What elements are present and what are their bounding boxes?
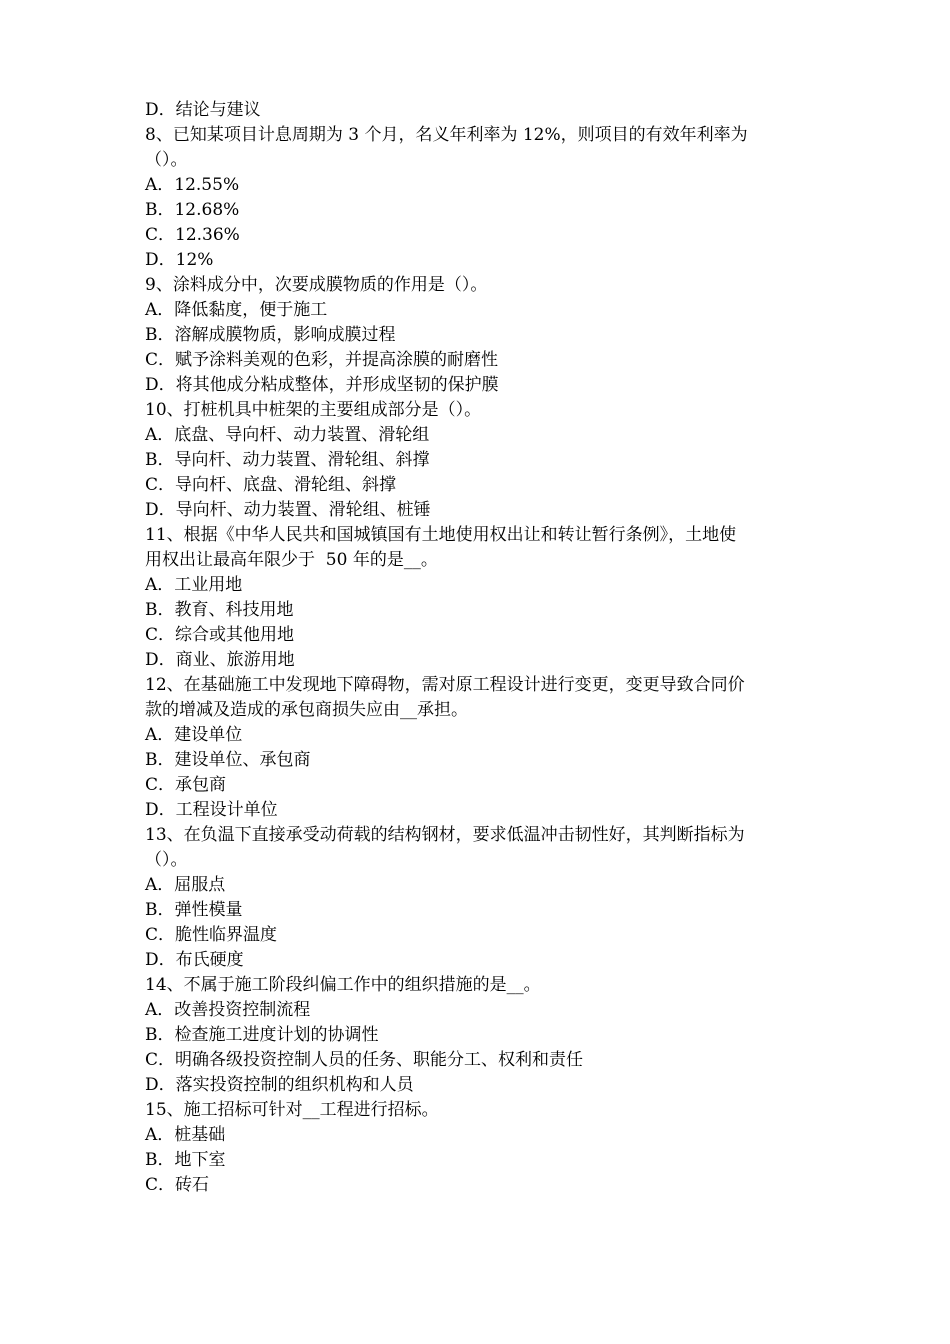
question-11-cont: 用权出让最高年限少于 50 年的是__。 xyxy=(145,550,438,570)
option-c-q9: C．赋予涂料美观的色彩，并提高涂膜的耐磨性 xyxy=(145,350,499,370)
option-c-q14: C．明确各级投资控制人员的任务、职能分工、权利和责任 xyxy=(145,1050,584,1070)
question-12-cont: 款的增减及造成的承包商损失应由__承担。 xyxy=(145,700,468,720)
option-a-q12: A．建设单位 xyxy=(145,725,243,745)
option-b-q9: B．溶解成膜物质，影响成膜过程 xyxy=(145,325,396,345)
question-9: 9、涂料成分中，次要成膜物质的作用是（）。 xyxy=(145,275,488,295)
question-8-cont: （）。 xyxy=(145,150,188,170)
option-b-q11: B．教育、科技用地 xyxy=(145,600,294,620)
option-b-q15: B．地下室 xyxy=(145,1150,226,1170)
option-d-q9: D．将其他成分粘成整体，并形成坚韧的保护膜 xyxy=(145,375,499,395)
option-b-q14: B．检查施工进度计划的协调性 xyxy=(145,1025,379,1045)
option-c-q8: C．12.36% xyxy=(145,225,240,245)
option-b-q13: B．弹性模量 xyxy=(145,900,243,920)
option-d-q7: D．结论与建议 xyxy=(145,100,261,120)
option-a-q15: A．桩基础 xyxy=(145,1125,226,1145)
option-d-q11: D．商业、旅游用地 xyxy=(145,650,295,670)
option-a-q11: A．工业用地 xyxy=(145,575,243,595)
option-b-q10: B．导向杆、动力装置、滑轮组、斜撑 xyxy=(145,450,430,470)
question-11: 11、根据《中华人民共和国城镇国有土地使用权出让和转让暂行条例》，土地使 xyxy=(145,525,737,545)
option-d-q10: D．导向杆、动力装置、滑轮组、桩锤 xyxy=(145,500,431,520)
document-page xyxy=(145,98,815,1198)
question-8: 8、已知某项目计息周期为 3 个月，名义年利率为 12%，则项目的有效年利率为 xyxy=(145,125,748,145)
option-d-q14: D．落实投资控制的组织机构和人员 xyxy=(145,1075,414,1095)
question-10: 10、打桩机具中桩架的主要组成部分是（）。 xyxy=(145,400,482,420)
option-d-q13: D．布氏硬度 xyxy=(145,950,244,970)
option-a-q10: A．底盘、导向杆、动力装置、滑轮组 xyxy=(145,425,430,445)
option-a-q14: A．改善投资控制流程 xyxy=(145,1000,311,1020)
option-d-q12: D．工程设计单位 xyxy=(145,800,278,820)
option-c-q13: C．脆性临界温度 xyxy=(145,925,278,945)
option-d-q8: D．12% xyxy=(145,250,214,270)
option-c-q10: C．导向杆、底盘、滑轮组、斜撑 xyxy=(145,475,397,495)
option-b-q12: B．建设单位、承包商 xyxy=(145,750,311,770)
question-14: 14、不属于施工阶段纠偏工作中的组织措施的是__。 xyxy=(145,975,541,995)
option-c-q11: C．综合或其他用地 xyxy=(145,625,295,645)
question-15: 15、施工招标可针对__工程进行招标。 xyxy=(145,1100,439,1120)
option-c-q12: C．承包商 xyxy=(145,775,227,795)
option-b-q8: B．12.68% xyxy=(145,200,240,220)
option-c-q15: C．砖石 xyxy=(145,1175,210,1195)
option-a-q9: A．降低黏度，便于施工 xyxy=(145,300,328,320)
option-a-q8: A．12.55% xyxy=(145,175,240,195)
option-a-q13: A．屈服点 xyxy=(145,875,226,895)
question-13: 13、在负温下直接承受动荷载的结构钢材，要求低温冲击韧性好，其判断指标为 xyxy=(145,825,745,845)
question-13-cont: （）。 xyxy=(145,850,188,870)
question-12: 12、在基础施工中发现地下障碍物，需对原工程设计进行变更，变更导致合同价 xyxy=(145,675,745,695)
